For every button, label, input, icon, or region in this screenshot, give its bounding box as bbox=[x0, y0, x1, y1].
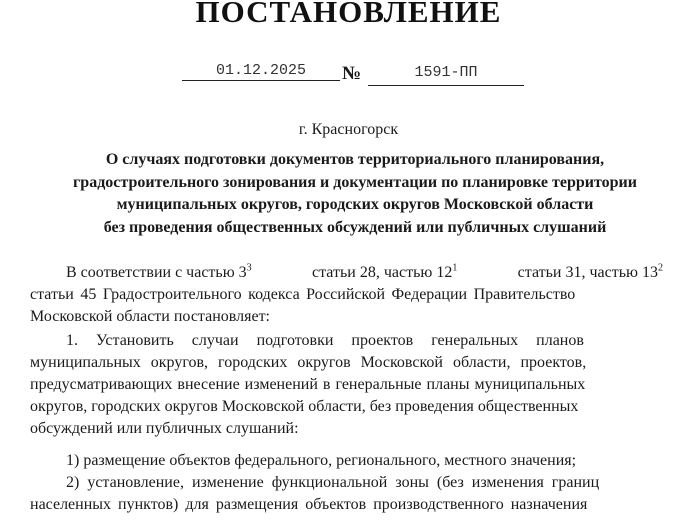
paragraph-line: 1. Установить случаи подготовки проектов генеральных планов bbox=[66, 332, 584, 349]
paragraph-line: обсуждений или публичных слушаний: bbox=[30, 420, 299, 437]
preamble-line-2: статьи 45 Градостроительного кодекса Российской Федерации Правительство bbox=[30, 286, 576, 303]
preamble-line-3: Московской области постановляет: bbox=[30, 308, 270, 325]
document-heading bbox=[30, 149, 680, 239]
paragraph-line: округов, городских округов Московской области, без проведения общественных bbox=[30, 398, 579, 415]
date-underline bbox=[182, 80, 340, 81]
preamble-line-1 bbox=[30, 262, 663, 284]
preamble-part: В соответствии с частью 3 bbox=[66, 264, 247, 281]
preamble-part: статьи 28, частью 12 bbox=[312, 264, 453, 281]
number-sign: № bbox=[342, 63, 362, 84]
superscript: 1 bbox=[452, 262, 458, 274]
heading-line: муниципальных округов, городских округов Московской области bbox=[116, 196, 594, 213]
item-line: 1) размещение объектов федерального, регионального, местного значения; bbox=[66, 452, 577, 469]
document-type-title: ПОСТАНОВЛЕНИЕ bbox=[195, 0, 502, 29]
number-underline bbox=[368, 85, 524, 86]
item-line: населенных пунктов) для размещения объектов производственного назначения bbox=[30, 496, 588, 513]
item-1 bbox=[30, 450, 663, 472]
superscript: 2 bbox=[657, 262, 663, 274]
paragraph-1 bbox=[30, 330, 663, 440]
item-2 bbox=[30, 472, 663, 516]
preamble-part: статьи 31, частью 13 bbox=[517, 264, 658, 281]
heading-line: без проведения общественных обсуждений или публичных слушаний bbox=[103, 218, 607, 236]
preamble bbox=[30, 262, 663, 328]
paragraph-line: муниципальных округов, городских округов Московской области, проектов, bbox=[30, 354, 587, 371]
superscript: 3 bbox=[246, 262, 252, 274]
heading-line: градостроительного зонирования и документации по планировке территории bbox=[73, 173, 637, 191]
number-field: 1591-ПП bbox=[414, 64, 478, 81]
city-name: г. Красногорск bbox=[298, 121, 399, 138]
paragraph-line: предусматривающих внесение изменений в генеральные планы муниципальных bbox=[30, 376, 586, 393]
date-field: 01.12.2025 bbox=[215, 62, 306, 79]
item-line: 2) установление, изменение функциональной зоны (без изменения границ bbox=[66, 474, 600, 491]
heading-line: О случаях подготовки документов территориального планирования, bbox=[105, 151, 605, 168]
